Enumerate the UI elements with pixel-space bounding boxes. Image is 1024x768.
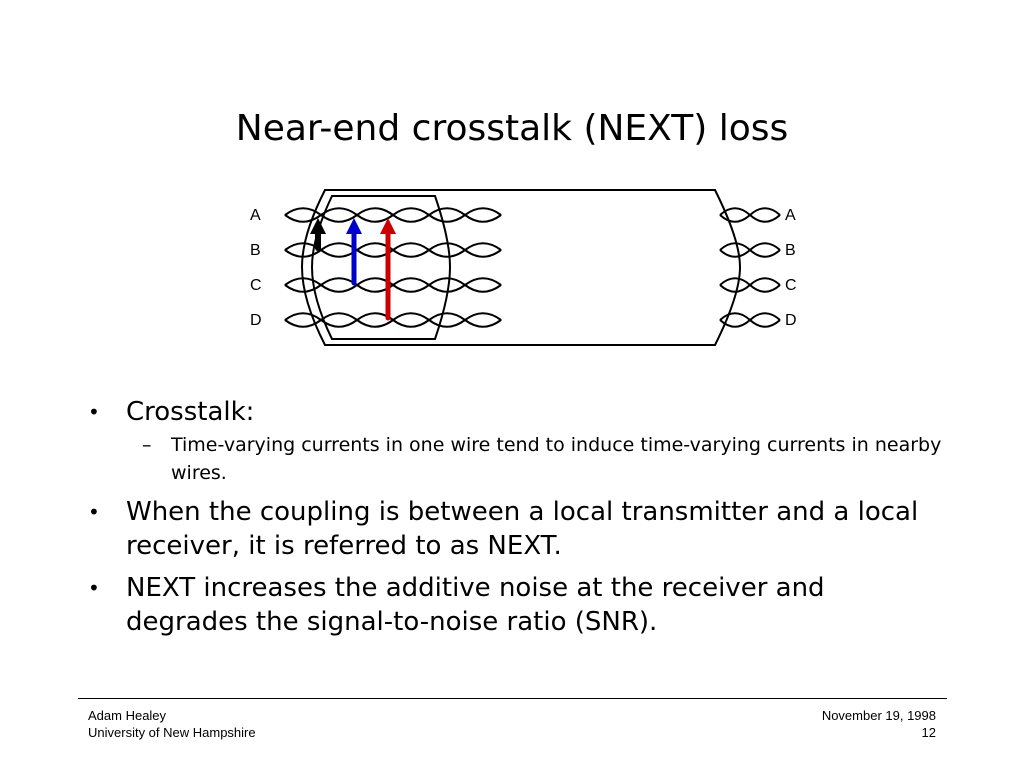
sub-bullet-text: Time-varying currents in one wire tend to induce time-varying currents in nearby wires. [171,434,942,484]
bullet-text: Crosstalk: [126,397,255,427]
bullet-dot: • [88,500,100,524]
footer-divider [78,698,947,699]
bullet-text: NEXT increases the additive noise at the receiver and degrades the signal-to-noise ratio (SNR). [126,573,825,637]
footer-page-number: 12 [921,725,936,740]
black-arrow [310,218,326,248]
footer-institution: University of New Hampshire [88,725,256,740]
bullet-item [88,395,948,487]
bullet-dot: • [88,400,100,424]
right-label-c: C [785,277,797,294]
red-arrow [380,218,396,318]
right-label-a: A [785,207,796,224]
bullet-item [88,571,948,639]
footer-date: November 19, 1998 [821,708,936,723]
left-label-a: A [250,207,261,224]
blue-arrow [346,218,362,283]
footer-right [822,707,936,741]
cable-crosstalk-diagram [240,180,820,350]
bullet-text: When the coupling is between a local transmitter and a local receiver, it is referred to as NEXT. [126,497,919,561]
slide-title: Near-end crosstalk (NEXT) loss [235,108,789,149]
sub-bullet-dash: – [142,434,152,456]
bullet-dot: • [88,576,100,600]
left-label-d: D [250,312,262,329]
sub-bullet-list [126,431,948,487]
footer-author: Adam Healey [88,708,167,723]
right-label-d: D [785,312,797,329]
left-label-c: C [250,277,262,294]
bullet-list [88,395,948,647]
right-label-b: B [785,242,796,259]
right-twisted-pairs [720,208,780,327]
sub-bullet-item [126,431,948,487]
cable-jacket [302,190,740,345]
bullet-item [88,495,948,563]
left-label-b: B [250,242,261,259]
footer-left [88,707,256,741]
